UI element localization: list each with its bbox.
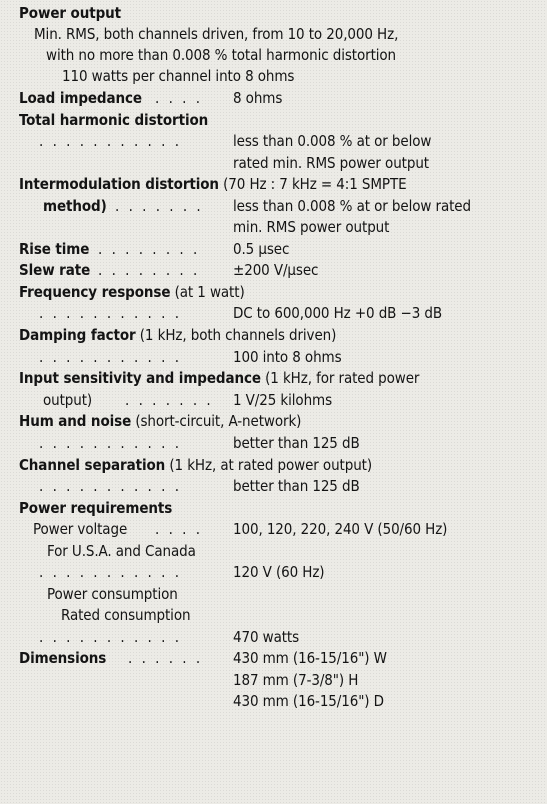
rated-consumption-leader: . . . . . . . . . . . xyxy=(39,628,182,646)
damping-label-line xyxy=(19,325,336,345)
hum-noise-label: Hum and noise xyxy=(19,412,132,430)
freq-response-value: DC to 600,000 Hz +0 dB −3 dB xyxy=(233,304,443,322)
rise-time-leader: . . . . . . . . xyxy=(98,240,200,258)
channel-sep-note: (1 kHz, at rated power output) xyxy=(169,456,373,474)
power-output-label: Power output xyxy=(19,4,121,22)
damping-label: Damping factor xyxy=(19,326,136,344)
rise-time-label: Rise time xyxy=(19,240,90,258)
power-voltage-leader: . . . . xyxy=(155,520,203,538)
dimensions-height: 187 mm (7-3/8") H xyxy=(233,671,359,689)
input-sensitivity-label: Input sensitivity and impedance xyxy=(19,369,261,387)
hum-noise-label-line xyxy=(19,411,301,431)
input-sensitivity-note: (1 kHz, for rated power xyxy=(265,369,420,387)
hum-noise-note: (short-circuit, A-network) xyxy=(135,412,302,430)
damping-note: (1 kHz, both channels driven) xyxy=(139,326,337,344)
hum-noise-value: better than 125 dB xyxy=(233,434,360,452)
load-impedance-value: 8 ohms xyxy=(233,89,283,107)
input-sensitivity-value: 1 V/25 kilohms xyxy=(233,391,333,409)
channel-sep-leader: . . . . . . . . . . . xyxy=(39,477,182,495)
channel-sep-label: Channel separation xyxy=(19,456,166,474)
slew-rate-label: Slew rate xyxy=(19,261,91,279)
imd-label: Intermodulation distortion xyxy=(19,175,219,193)
dimensions-label: Dimensions xyxy=(19,649,107,667)
thd-leader: . . . . . . . . . . . xyxy=(39,132,182,150)
power-output-desc-2: with no more than 0.008 % total harmonic distortion xyxy=(46,46,397,64)
power-output-desc-3: 110 watts per channel into 8 ohms xyxy=(62,67,295,85)
power-consumption-label: Power consumption xyxy=(47,585,178,603)
power-req-label: Power requirements xyxy=(19,499,173,517)
imd-label-note: (70 Hz : 7 kHz = 4:1 SMPTE xyxy=(223,175,407,193)
imd-value-2: min. RMS power output xyxy=(233,218,390,236)
input-sensitivity-leader: . . . . . . . xyxy=(125,391,214,409)
freq-response-leader: . . . . . . . . . . . xyxy=(39,304,182,322)
freq-response-note: (at 1 watt) xyxy=(174,283,245,301)
dimensions-width: 430 mm (16-15/16") W xyxy=(233,649,387,667)
thd-value-2: rated min. RMS power output xyxy=(233,154,429,172)
thd-value-1: less than 0.008 % at or below xyxy=(233,132,432,150)
channel-sep-value: better than 125 dB xyxy=(233,477,360,495)
input-sensitivity-label-line xyxy=(19,368,419,388)
damping-value: 100 into 8 ohms xyxy=(233,348,342,366)
freq-response-label-line xyxy=(19,282,245,302)
imd-label-note-2: method) xyxy=(43,197,107,215)
load-impedance-leader: . . . . xyxy=(155,89,203,107)
usa-value: 120 V (60 Hz) xyxy=(233,563,325,581)
imd-label-line xyxy=(19,174,407,194)
input-sensitivity-note-2: output) xyxy=(43,391,93,409)
power-voltage-label: Power voltage xyxy=(33,520,128,538)
imd-leader: . . . . . . . xyxy=(115,197,204,215)
rated-consumption-value: 470 watts xyxy=(233,628,300,646)
dimensions-depth: 430 mm (16-15/16") D xyxy=(233,692,384,710)
hum-noise-leader: . . . . . . . . . . . xyxy=(39,434,182,452)
damping-leader: . . . . . . . . . . . xyxy=(39,348,182,366)
rise-time-value: 0.5 μsec xyxy=(233,240,290,258)
power-output-desc-1: Min. RMS, both channels driven, from 10 to 20,000 Hz, xyxy=(34,25,399,43)
imd-value-1: less than 0.008 % at or below rated xyxy=(233,197,471,215)
usa-leader: . . . . . . . . . . . xyxy=(39,563,182,581)
usa-label: For U.S.A. and Canada xyxy=(47,542,196,560)
freq-response-label: Frequency response xyxy=(19,283,171,301)
dimensions-leader: . . . . . . xyxy=(128,649,203,667)
channel-sep-label-line xyxy=(19,455,372,475)
thd-label: Total harmonic distortion xyxy=(19,111,209,129)
power-voltage-value: 100, 120, 220, 240 V (50/60 Hz) xyxy=(233,520,448,538)
load-impedance-label: Load impedance xyxy=(19,89,142,107)
slew-rate-value: ±200 V/μsec xyxy=(233,261,319,279)
rated-consumption-label: Rated consumption xyxy=(61,606,191,624)
slew-rate-leader: . . . . . . . . xyxy=(98,261,200,279)
